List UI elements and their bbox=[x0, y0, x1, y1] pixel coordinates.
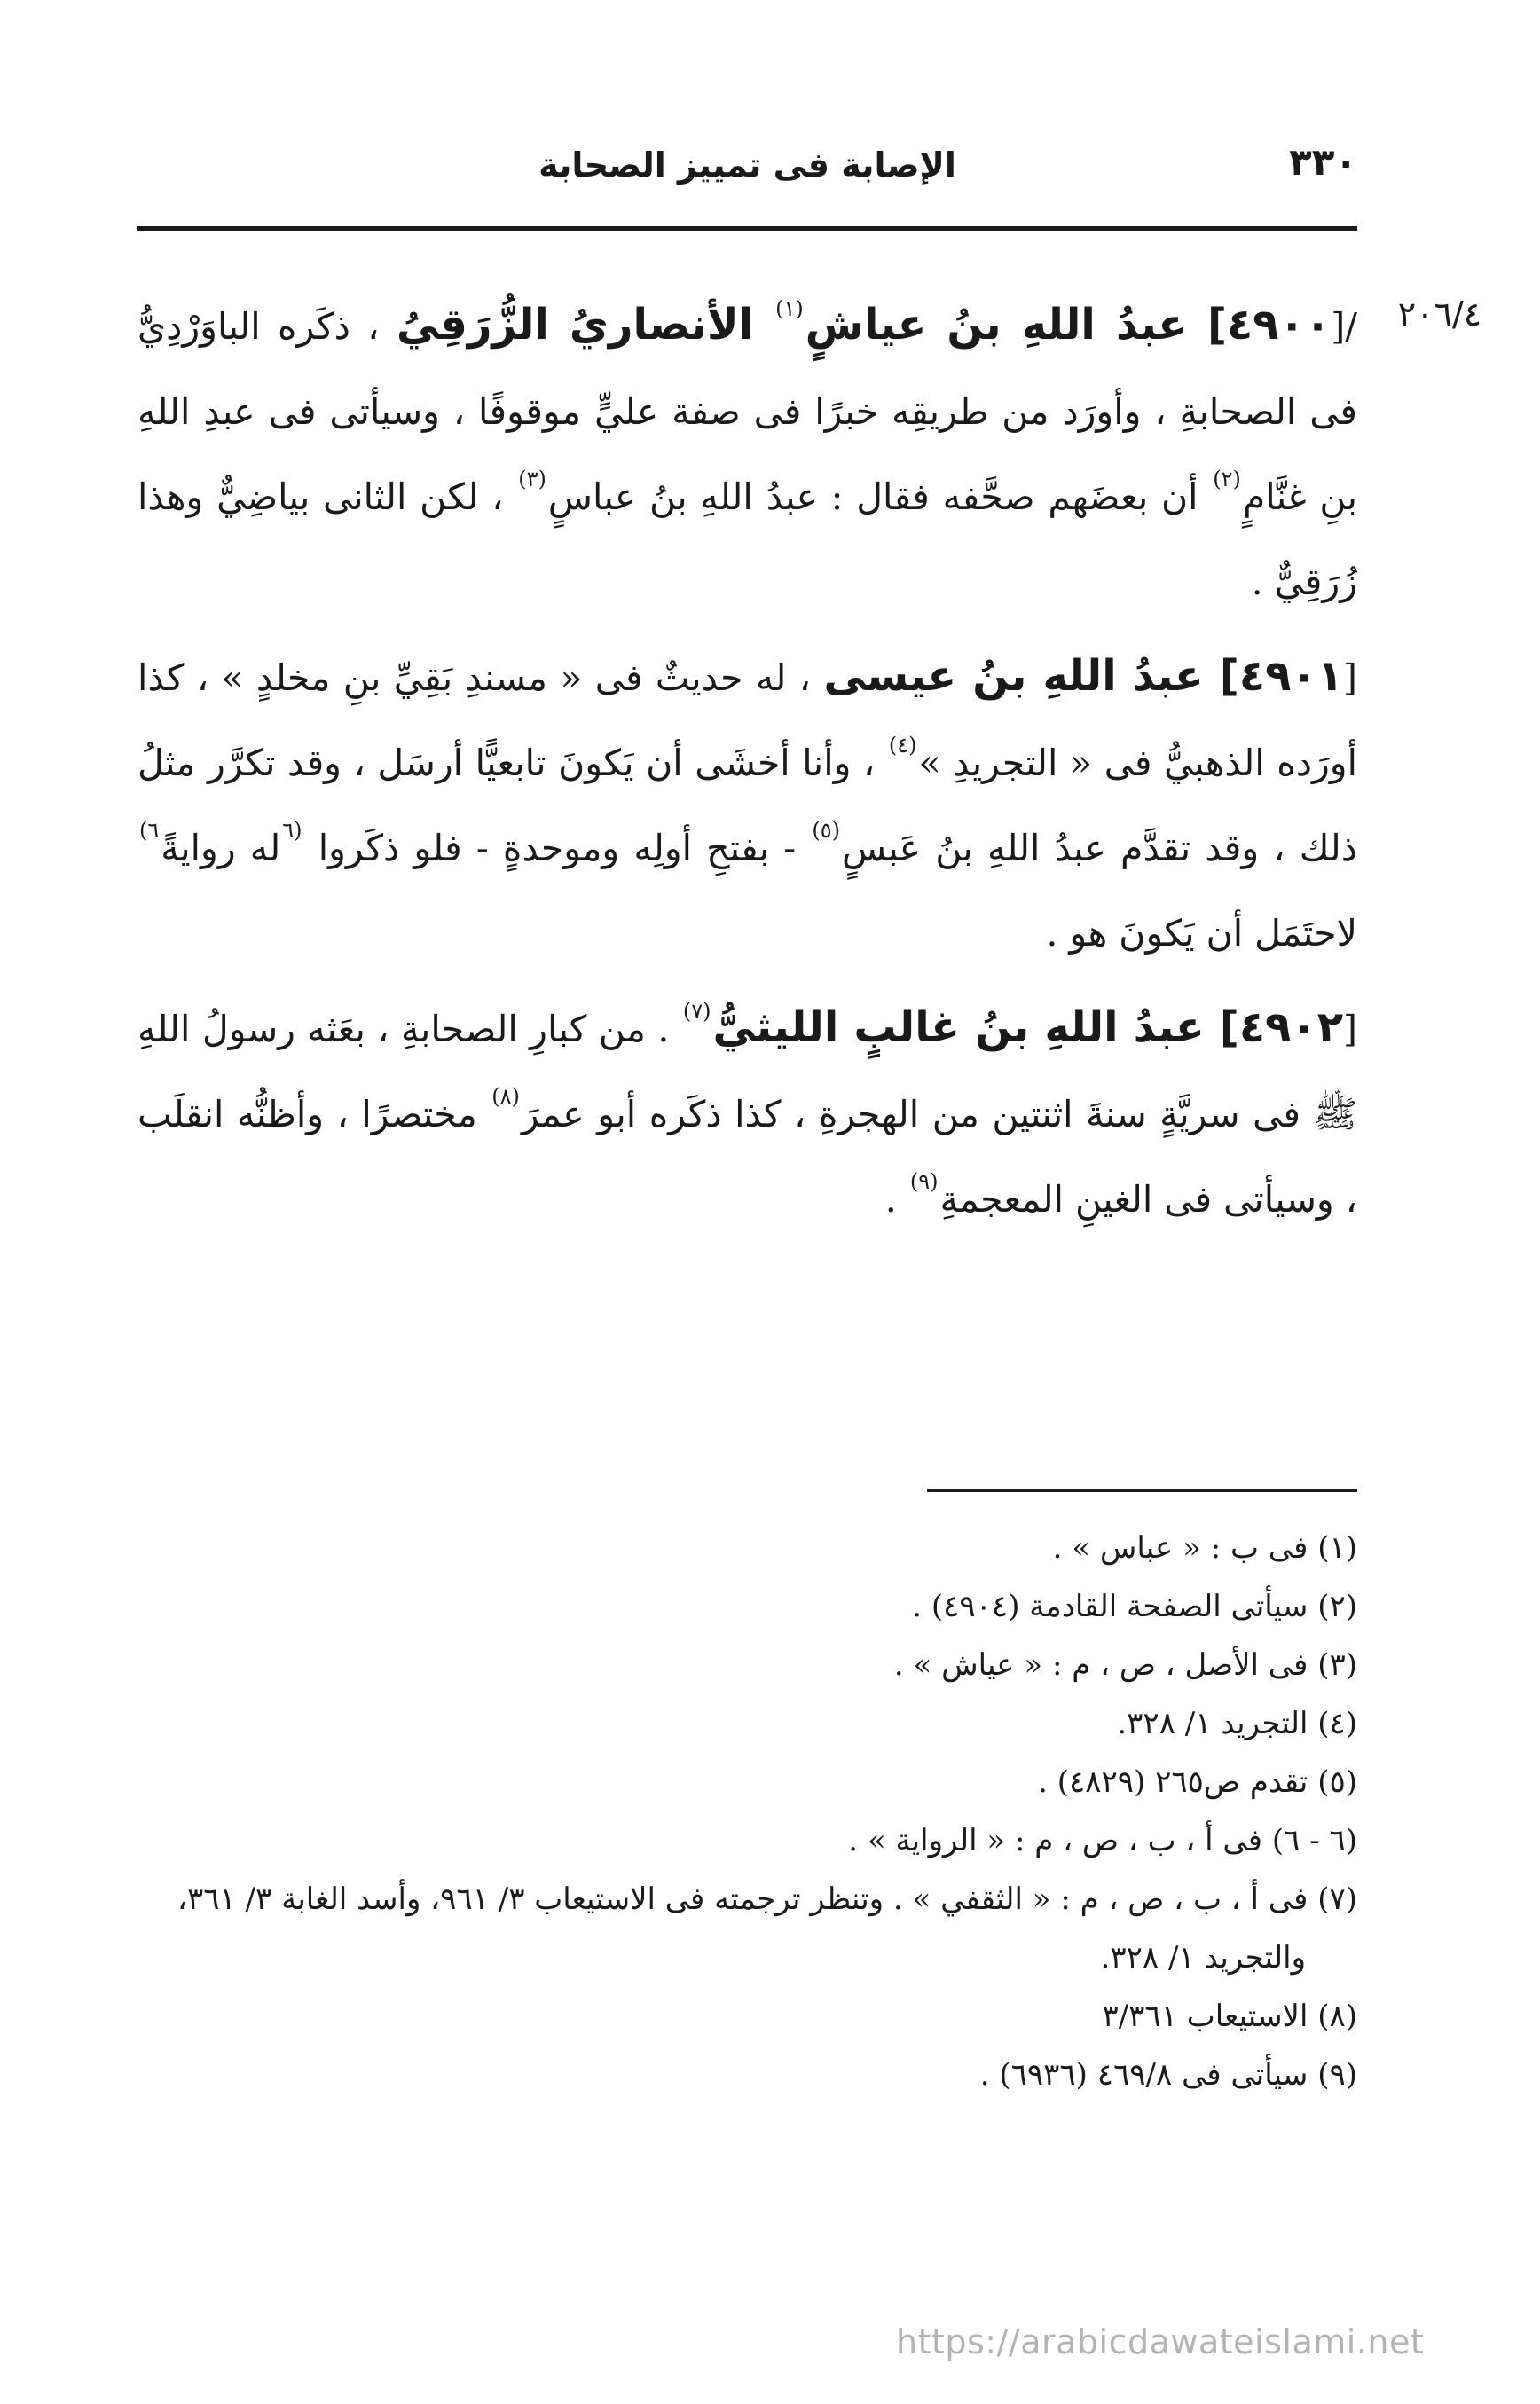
footnote-6: (٦ - ٦) فى أ ، ب ، ص ، م : « الرواية » . bbox=[848, 1823, 1357, 1858]
footnote-7: (٧) فى أ ، ب ، ص ، م : « الثقفي » . وتنظر ترجمته فى الاستيعاب ٣/ ٩٦١، وأسد الغابة ٣/ ٣٦١، bbox=[177, 1882, 1357, 1917]
footnote-marker: (٨) bbox=[491, 1084, 520, 1109]
entry-number: ٤٩٠١ bbox=[1238, 651, 1344, 701]
footnotes bbox=[138, 1519, 1357, 2104]
footnote-marker: (٩) bbox=[909, 1169, 939, 1194]
page-number: ٣٣٠ bbox=[1289, 140, 1357, 184]
entry-name: ] عبدُ اللهِ بنُ غالبٍ الليثيُّ bbox=[712, 1002, 1239, 1052]
footnote-marker: (٢) bbox=[1213, 467, 1241, 491]
entry-lead-mark: [ bbox=[1343, 656, 1358, 699]
entry-name-nisba: الأنصاريُ الزُّرَقِيُ bbox=[396, 300, 774, 350]
entry-text: له روايةً bbox=[161, 827, 281, 869]
footnote-marker: ٦) bbox=[139, 818, 160, 843]
entry-text: لاحتَمَل أن يَكونَ هو . bbox=[1046, 912, 1357, 955]
entry-text: - بفتحِ أولِه وموحدةٍ - فلو ذكَروا bbox=[318, 827, 797, 869]
footnote-marker: (٦ bbox=[282, 818, 302, 843]
margin-reference: ٢٠٦/٤ bbox=[1397, 295, 1482, 334]
footnote-4: (٤) التجريد ١/ ٣٢٨. bbox=[1117, 1706, 1357, 1741]
footnote-3: (٣) فى الأصل ، ص ، م : « عياش » . bbox=[893, 1647, 1357, 1683]
entry-text: ، له حديثٌ فى « مسندِ بَقِيِّ بنِ مخلدٍ » ، كذا أورَده الذهبيُّ فى « التجريدِ » bbox=[138, 656, 1358, 784]
entry-text: ، وأنا أخشَى أن يَكونَ تابعيًّا أرسَل ، وقد تكرَّر مثلُ ذلك ، وقد تقدَّم عبدُ اللهِ بنُ عَبسٍ bbox=[138, 742, 1357, 869]
footnote-8: (٨) الاستيعاب ٣/٣٦١ bbox=[1102, 1999, 1357, 2034]
entry-name: ] عبدُ اللهِ بنُ عياشٍ bbox=[805, 300, 1227, 350]
entry-name: ] عبدُ اللهِ بنُ عيسى bbox=[823, 651, 1239, 701]
entry-number: ٤٩٠٠ bbox=[1227, 300, 1332, 350]
footnote-marker: (٣) bbox=[518, 467, 546, 491]
footnote-marker: (١) bbox=[775, 296, 804, 321]
entry-lead-mark: [ bbox=[1343, 1008, 1357, 1050]
footnote-marker: (٤) bbox=[888, 733, 917, 758]
entry-text: أن بعضَهم صحَّفه فقال : عبدُ اللهِ بنُ عباسٍ bbox=[547, 475, 1198, 518]
footnote-separator bbox=[927, 1489, 1357, 1492]
footnote-5: (٥) تقدم ص٢٦٥ (٤٨٢٩) . bbox=[1038, 1764, 1357, 1800]
entry-4902 bbox=[138, 985, 1357, 1242]
entry-text: ، ذكَره الباوَرْدِيُّ فى الصحابةِ ، وأورَد من طريقِه خبرًا فى صفة عليٍّ موقوفًا ، وسيأتى فى عبدِ اللهِ بنِ غنَّامٍ bbox=[138, 305, 1357, 518]
footnote-1: (١) فى ب : « عباس » . bbox=[1052, 1530, 1357, 1566]
entry-text: ، لكن الثانى بياضِيٌّ وهذا زُرَقِيٌّ . bbox=[138, 475, 1357, 603]
footnote-marker: (٥) bbox=[812, 818, 840, 843]
entry-text: مختصرًا ، وأظنُّه انقلَب ، وسيأتى فى الغينِ المعجمةِ bbox=[138, 1093, 1357, 1221]
website-watermark: https://arabicdawateislami.net bbox=[896, 2322, 1425, 2361]
running-title: الإصابة فى تمييز الصحابة bbox=[538, 145, 956, 185]
entry-4900 bbox=[138, 282, 1357, 625]
page-header bbox=[138, 133, 1357, 204]
entry-text: . من كبارِ الصحابةِ ، بعَثه رسولُ اللهِ ﷺ فى سريَّةٍ سنةَ اثنتين من الهجرةِ ، كذا ذكَره أبو عمرَ bbox=[138, 1008, 1358, 1135]
entry-number: ٤٩٠٢ bbox=[1238, 1002, 1343, 1052]
footnote-marker: (٧) bbox=[682, 999, 711, 1024]
footnote-9: (٩) سيأتى فى ٤٦٩/٨ (٦٩٣٦) . bbox=[979, 2057, 1357, 2093]
footnote-2: (٢) سيأتى الصفحة القادمة (٤٩٠٤) . bbox=[912, 1589, 1357, 1624]
footnote-7-continued bbox=[138, 1929, 1357, 1987]
entry-4901 bbox=[138, 633, 1357, 976]
entry-text: . bbox=[884, 1178, 897, 1221]
footnote-continuation: والتجريد ١/ ٣٢٨. bbox=[1100, 1940, 1306, 1976]
header-rule bbox=[138, 226, 1357, 231]
main-text bbox=[138, 282, 1357, 1251]
entry-lead-mark: /[ bbox=[1331, 305, 1357, 348]
